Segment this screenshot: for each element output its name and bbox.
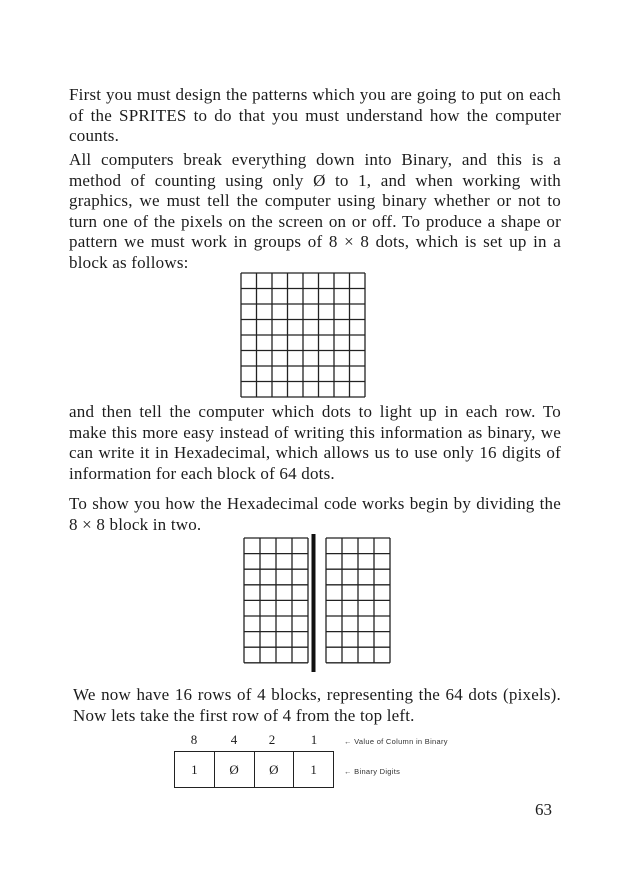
column-value-8: 8 [190,732,198,747]
grid-8x8 [240,272,366,398]
binary-digit: Ø [214,752,254,787]
binary-digits-row [174,751,334,788]
binary-digits-note: ← Binary Digits [344,767,401,776]
binary-digit: 1 [191,761,198,777]
column-value-note: ← Value of Column in Binary [344,737,448,746]
paragraph-binary: All computers break everything down into Binary, and this is a method of counting using only Ø to 1, and when working with graphics, we must tell the computer using binary whether or not to turn one of the pixels on the screen on or off. To produce a shape or pattern we must work in groups of 8 × 8 dots, which is set up in a block as follows: [69,150,561,272]
paragraph-divide: To show you how the Hexadecimal code works begin by dividing the 8 × 8 block in two. [69,494,561,534]
paragraph-hexadecimal: and then tell the computer which dots to light up in each row. To make this more easy instead of writing this information as binary, we can write it in Hexadecimal, which allows us to use only 16 digits of information for each block of 64 dots. [69,402,561,483]
paragraph-intro: First you must design the patterns which you are going to put on each of the SPRITES to do that you must understand how the computer counts. [69,85,561,146]
grid-divider [310,534,318,672]
binary-digit: Ø [254,752,294,787]
column-value-2: 2 [268,732,276,747]
paragraph-rows: We now have 16 rows of 4 blocks, representing the 64 dots (pixels). Now lets take the first row of 4 from the top left. [73,685,561,725]
page-number: 63 [535,800,552,819]
split-grid-right [325,537,391,665]
split-grid-left [243,537,309,665]
column-value-1: 1 [310,732,318,747]
column-value-4: 4 [230,732,238,747]
binary-digit: 1 [293,752,333,787]
